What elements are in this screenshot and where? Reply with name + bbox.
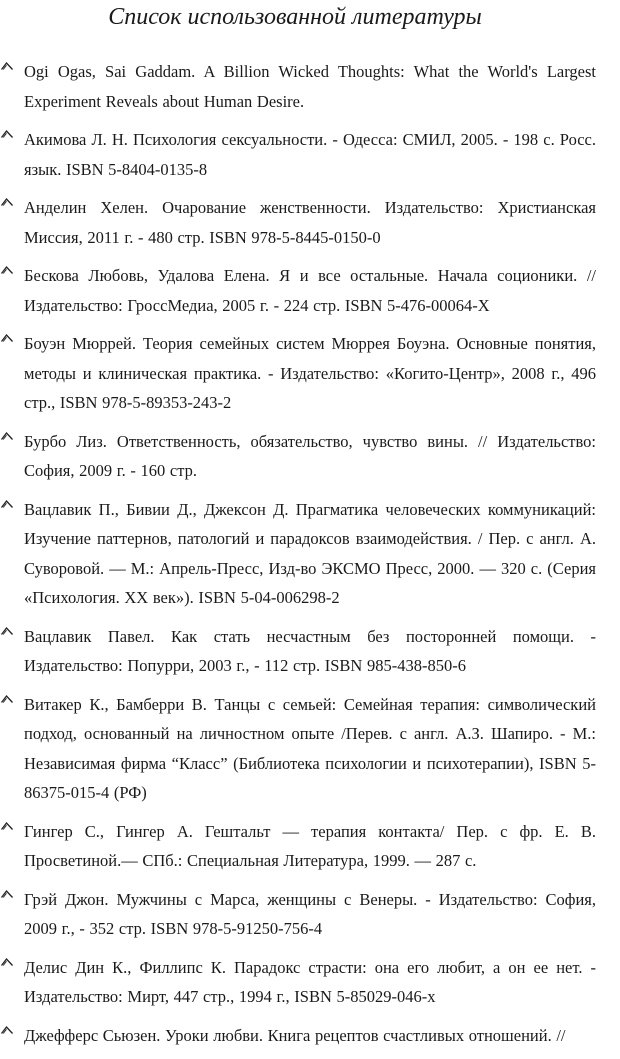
- bibliography-entry-text: Ogi Ogas, Sai Gaddam. A Billion Wicked Thoughts: What the World's Largest Experiment Reveals about Human Desire.: [24, 62, 596, 111]
- checkmark-bullet-icon: [0, 430, 14, 444]
- bibliography-entry-text: Вацлавик П., Бивии Д., Джексон Д. Прагматика человеческих коммуникаций: Изучение паттернов, патологий и парадоксов взаимодействия. / Пер. с англ. А. Суворовой. — М.: Апрель-Пресс, Изд-во ЭКСМО Пресс, 2000. — 320 с. (Серия «Психология. XX век»). ISBN 5-04-006298-2: [24, 499, 596, 607]
- bibliography-entry-text: Делис Дин К., Филлипс К. Парадокс страсти: она его любит, а он ее нет. - Издательство: Мирт, 447 стр., 1994 г., ISBN 5-85029-046-х: [24, 957, 596, 1006]
- checkmark-bullet-icon: [0, 264, 14, 278]
- bibliography-entry: [0, 817, 596, 876]
- bibliography-entry: [0, 953, 596, 1012]
- checkmark-bullet-icon: [0, 625, 14, 639]
- page-title: Список использованной литературы: [108, 4, 482, 30]
- checkmark-bullet-icon: [0, 332, 14, 346]
- checkmark-bullet-icon: [0, 956, 14, 970]
- bibliography-entry: [0, 57, 596, 116]
- checkmark-bullet-icon: [0, 820, 14, 834]
- checkmark-bullet-icon: [0, 196, 14, 210]
- bibliography-entry-text: Анделин Хелен. Очарование женственности. Издательство: Христианская Миссия, 2011 г. - 480 стр. ISBN 978-5-8445-0150-0: [24, 198, 596, 247]
- bibliography-entry: [0, 885, 596, 944]
- bibliography-entry-text: Бескова Любовь, Удалова Елена. Я и все остальные. Начала соционики. // Издательство: ГроссМедиа, 2005 г. - 224 стр. ISBN 5-476-00064-X: [24, 266, 596, 315]
- checkmark-bullet-icon: [0, 888, 14, 902]
- checkmark-bullet-icon: [0, 693, 14, 707]
- bibliography-entry-text: Вацлавик Павел. Как стать несчастным без посторонней помощи. - Издательство: Попурри, 2003 г., - 112 стр. ISBN 985-438-850-6: [24, 626, 596, 675]
- bibliography-entry-text: Гингер С., Гингер А. Гештальт — терапия контакта/ Пер. с фр. Е. В. Просветиной.— СПб.: Специальная Литература, 1999. — 287 с.: [24, 821, 596, 870]
- checkmark-bullet-icon: [0, 60, 14, 74]
- bibliography-list: [0, 57, 620, 1059]
- bibliography-entry-text: Джефферс Сьюзен. Уроки любви. Книга рецептов счастливых отношений. //: [24, 1025, 566, 1045]
- bibliography-entry-text: Акимова Л. Н. Психология сексуальности. - Одесса: СМИЛ, 2005. - 198 с. Росс. язык. ISBN 5-8404-0135-8: [24, 130, 596, 179]
- checkmark-bullet-icon: [0, 498, 14, 512]
- checkmark-bullet-icon: [0, 1024, 14, 1038]
- bibliography-entry: [0, 125, 596, 184]
- bibliography-entry-text: Витакер К., Бамберри В. Танцы с семьей: Семейная терапия: символический подход, основанный на личностном опыте /Перев. с англ. А.З. Шапиро. - М.: Независимая фирма “Класс” (Библиотека психологии и психотерапии), ISBN 5-86375-015-4 (РФ): [24, 694, 596, 802]
- bibliography-entry: [0, 329, 596, 418]
- bibliography-entry: [0, 427, 596, 486]
- bibliography-entry: [0, 690, 596, 808]
- bibliography-entry-text: Боуэн Мюррей. Теория семейных систем Мюррея Боуэна. Основные понятия, методы и клиническая практика. - Издательство: «Когито-Центр», 2008 г., 496 стр., ISBN 978-5-89353-243-2: [24, 334, 596, 412]
- checkmark-bullet-icon: [0, 128, 14, 142]
- bibliography-entry: [0, 193, 596, 252]
- bibliography-entry: [0, 495, 596, 613]
- bibliography-entry: [0, 1021, 596, 1051]
- bibliography-entry-text: Грэй Джон. Мужчины с Марса, женщины с Венеры. - Издательство: София, 2009 г., - 352 стр. ISBN 978-5-91250-756-4: [24, 889, 596, 938]
- bibliography-entry-text: Бурбо Лиз. Ответственность, обязательство, чувство вины. // Издательство: София, 2009 г. - 160 стр.: [24, 431, 596, 480]
- bibliography-entry: [0, 622, 596, 681]
- bibliography-entry: [0, 261, 596, 320]
